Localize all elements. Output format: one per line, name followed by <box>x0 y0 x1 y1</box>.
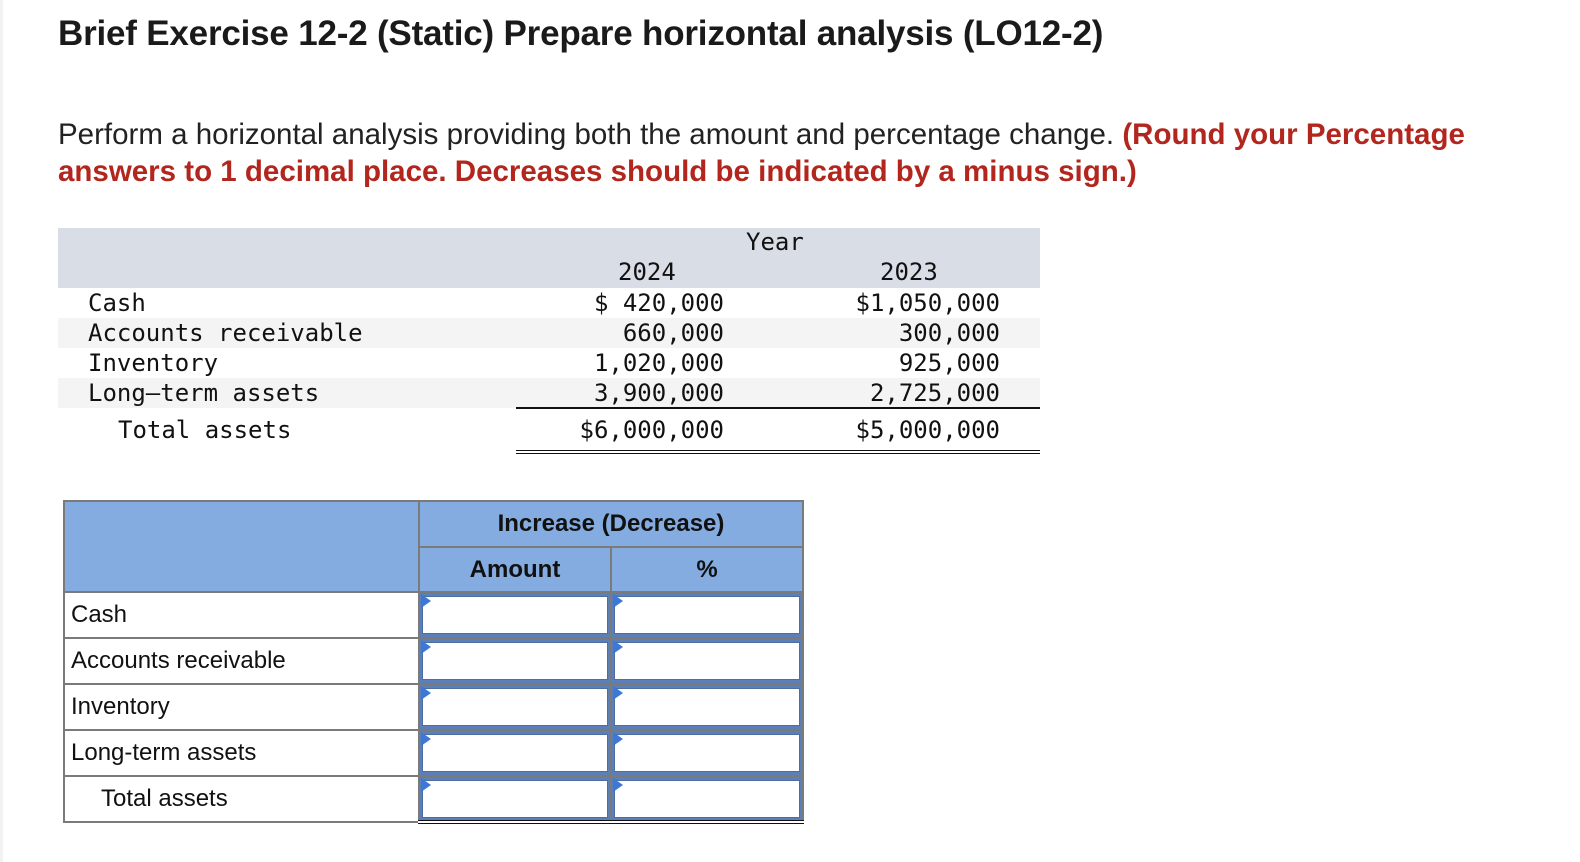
row-label: Total assets <box>118 416 292 444</box>
row-label: Long-term assets <box>64 730 419 776</box>
long-term-assets-amount-input[interactable] <box>422 734 608 772</box>
input-marker-icon <box>613 732 623 746</box>
total-double-rule-2024-b <box>516 453 786 454</box>
given-row-long-term-assets <box>58 378 1040 408</box>
total-double-rule-2024-a <box>516 450 786 451</box>
cash-percent-input[interactable] <box>614 596 800 634</box>
amount-header: Amount <box>419 547 611 592</box>
amount-cell <box>419 776 611 822</box>
row-label: Long–term assets <box>88 379 320 407</box>
given-row-accounts-receivable <box>58 318 1040 348</box>
cash-amount-input[interactable] <box>422 596 608 634</box>
percent-cell <box>611 638 803 684</box>
row-label: Accounts receivable <box>64 638 419 684</box>
given-table-header <box>58 228 1040 288</box>
long-term-assets-percent-input[interactable] <box>614 734 800 772</box>
answer-row-long-term-assets <box>64 730 803 776</box>
value-2023: 2,725,000 <box>869 379 1000 407</box>
given-row-total-assets <box>58 408 1040 454</box>
given-row-inventory <box>58 348 1040 378</box>
input-marker-icon <box>613 594 623 608</box>
instructions <box>58 116 1558 190</box>
input-marker-icon <box>613 778 623 792</box>
accounts-receivable-amount-input[interactable] <box>422 642 608 680</box>
answer-row-inventory <box>64 684 803 730</box>
year-header: Year <box>746 228 804 256</box>
given-row-cash <box>58 288 1040 318</box>
amount-cell <box>419 684 611 730</box>
inventory-amount-input[interactable] <box>422 688 608 726</box>
inventory-percent-input[interactable] <box>614 688 800 726</box>
given-data-table <box>58 228 1040 454</box>
input-marker-icon <box>421 686 431 700</box>
row-label: Total assets <box>64 776 419 822</box>
input-marker-icon <box>421 594 431 608</box>
total-assets-amount-input[interactable] <box>422 780 608 818</box>
input-marker-icon <box>421 778 431 792</box>
amount-cell <box>419 730 611 776</box>
input-marker-icon <box>421 732 431 746</box>
accounts-receivable-percent-input[interactable] <box>614 642 800 680</box>
value-2023: 300,000 <box>898 319 1000 347</box>
total-double-rule-2023-b <box>786 453 1040 454</box>
value-2023: $5,000,000 <box>855 416 1000 444</box>
instructions-text: Perform a horizontal analysis providing both the amount and percentage change. <box>58 118 1123 151</box>
answer-row-total-assets <box>64 776 803 822</box>
total-double-rule-2023-a <box>786 450 1040 451</box>
left-edge-divider <box>0 0 3 862</box>
input-marker-icon <box>613 686 623 700</box>
row-label: Cash <box>88 289 146 317</box>
value-2024: 660,000 <box>622 319 724 347</box>
row-label: Inventory <box>88 349 219 377</box>
value-2024: 1,020,000 <box>593 349 724 377</box>
instructions-note: (Round your Percentage answers to 1 decimal place. Decreases should be indicated by a minus sign.) <box>58 118 1465 188</box>
input-marker-icon <box>421 640 431 654</box>
increase-decrease-header: Increase (Decrease) <box>419 501 803 547</box>
answer-table <box>63 500 804 824</box>
percent-cell <box>611 730 803 776</box>
value-2024: 3,900,000 <box>593 379 724 407</box>
amount-cell <box>419 592 611 638</box>
value-2024: $6,000,000 <box>579 416 724 444</box>
subtotal-rule-2023 <box>786 407 1040 409</box>
answer-row-cash <box>64 592 803 638</box>
row-label: Accounts receivable <box>88 319 363 347</box>
subtotal-rule-2024 <box>516 407 786 409</box>
value-2023: 925,000 <box>898 349 1000 377</box>
percent-cell <box>611 684 803 730</box>
value-2024: $ 420,000 <box>593 289 724 317</box>
amount-cell <box>419 638 611 684</box>
percent-cell <box>611 592 803 638</box>
input-marker-icon <box>613 640 623 654</box>
percent-header: % <box>611 547 803 592</box>
row-label: Inventory <box>64 684 419 730</box>
col-2023-header: 2023 <box>880 258 938 286</box>
answer-row-accounts-receivable <box>64 638 803 684</box>
row-label: Cash <box>64 592 419 638</box>
col-2024-header: 2024 <box>618 258 676 286</box>
value-2023: $1,050,000 <box>855 289 1000 317</box>
total-assets-percent-input[interactable] <box>614 780 800 818</box>
percent-cell <box>611 776 803 822</box>
answer-header-blank <box>64 501 419 592</box>
page-title: Brief Exercise 12-2 (Static) Prepare horizontal analysis (LO12-2) <box>58 14 1104 53</box>
